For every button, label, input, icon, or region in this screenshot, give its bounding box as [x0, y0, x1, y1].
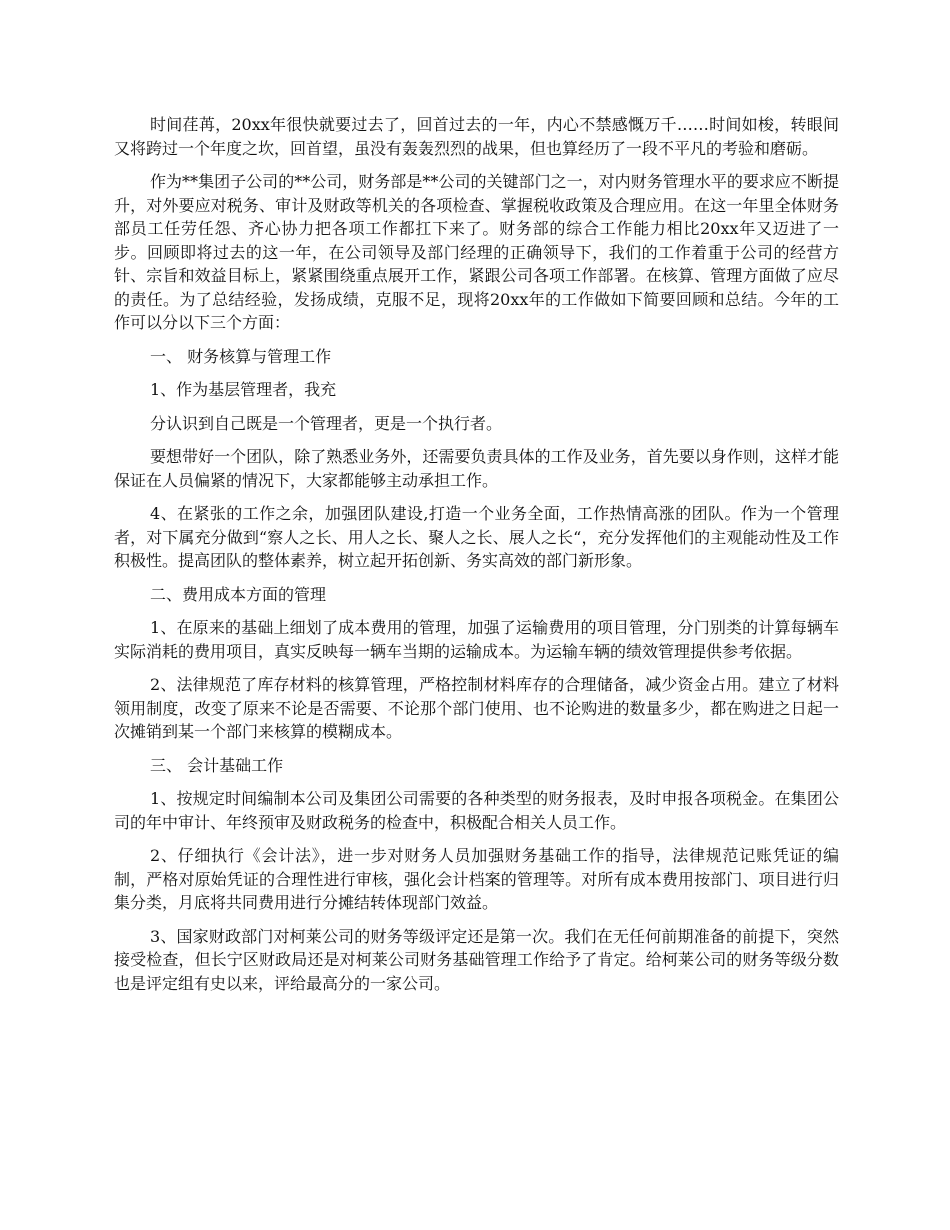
body-paragraph: 分认识到自己既是一个管理者，更是一个执行者。: [150, 413, 503, 433]
intro-paragraph: 时间荏苒，20xx年很快就要过去了，回首过去的一年，内心不禁感慨万千……时间如梭，转眼间又将跨过一个年度之坎，回首望，虽没有轰轰烈烈的战果，但也算经历了一段不平凡的考验和磨砺。: [114, 115, 839, 158]
list-item-paragraph: 2、法律规范了库存材料的核算管理，严格控制材料库存的合理储备，减少资金占用。建立了材料领用制度，改变了原来不论是否需要、不论那个部门使用、也不论购进的数量多少，都在购进之日起一次摊销到某一个部门来核算的模糊成本。: [114, 675, 839, 741]
list-item-paragraph: 2、仔细执行《会计法》，进一步对财务人员加强财务基础工作的指导，法律规范记账凭证的编制，严格对原始凭证的合理性进行审核，强化会计档案的管理等。对所有成本费用按部门、项目进行归集分类，月底将共同费用进行分摊结转体现部门效益。: [114, 846, 839, 912]
body-paragraph: 要想带好一个团队，除了熟悉业务外，还需要负责具体的工作及业务，首先要以身作则，这样才能保证在人员偏紧的情况下，大家都能够主动承担工作。: [114, 447, 839, 490]
list-item-paragraph: 3、国家财政部门对柯莱公司的财务等级评定还是第一次。我们在无任何前期准备的前提下，突然接受检查，但长宁区财政局还是对柯莱公司财务基础管理工作给予了肯定。给柯莱公司的财务等级分数也是评定组有史以来，评给最高分的一家公司。: [114, 926, 839, 993]
list-item-paragraph: 4、在紧张的工作之余，加强团队建设,打造一个业务全面，工作热情高涨的团队。作为一个管理者，对下属充分做到“察人之长、用人之长、聚人之长、展人之长“，充分发挥他们的主观能动性及工作积极性。提高团队的整体素养，树立起开拓创新、务实高效的部门新形象。: [114, 504, 839, 570]
section-heading-basic: 三、 会计基础工作: [150, 755, 284, 775]
section-heading-cost: 二、费用成本方面的管理: [150, 584, 327, 604]
list-item-paragraph: 1、作为基层管理者，我充: [150, 380, 337, 399]
document-page: [114, 113, 839, 1005]
list-item-paragraph: 1、在原来的基础上细划了成本费用的管理，加强了运输费用的项目管理，分门别类的计算每辆车实际消耗的费用项目，真实反映每一辆车当期的运输成本。为运输车辆的绩效管理提供参考依据。: [114, 618, 839, 661]
list-item-paragraph: 1、按规定时间编制本公司及集团公司需要的各种类型的财务报表，及时申报各项税金。在集团公司的年中审计、年终预审及财政税务的检查中，积极配合相关人员工作。: [114, 789, 839, 832]
overview-paragraph: 作为**集团子公司的**公司，财务部是**公司的关键部门之一，对内财务管理水平的要求应不断提升，对外要应对税务、审计及财政等机关的各项检查、掌握税收政策及合理应用。在这一年里全体财务部员工任劳任怨、齐心协力把各项工作都扛下来了。财务部的综合工作能力相比20xx年又迈进了一步。回顾即将过去的这一年，在公司领导及部门经理的正确领导下，我们的工作着重于公司的经营方针、宗旨和效益目标上，紧紧围绕重点展开工作，紧跟公司各项工作部署。在核算、管理方面做了应尽的责任。为了总结经验，发扬成绩，克服不足，现将20xx年的工作做如下简要回顾和总结。今年的工作可以分以下三个方面：: [114, 172, 839, 332]
section-heading-accounting: 一、 财务核算与管理工作: [150, 346, 332, 366]
